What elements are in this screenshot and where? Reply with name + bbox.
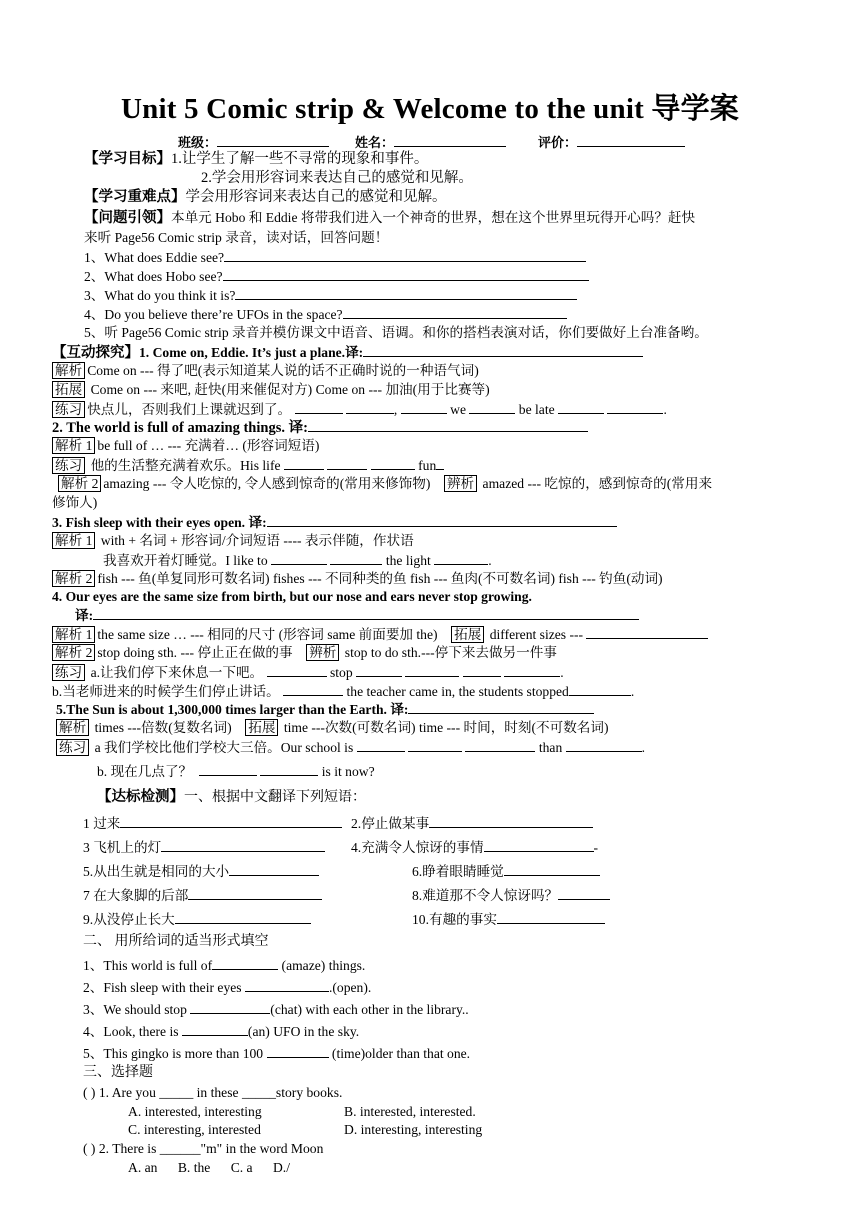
s4-extend-text: different sizes --- — [486, 627, 584, 642]
s1-practice-period: . — [663, 402, 667, 417]
fill-3-a: 3、We should stop — [83, 1002, 187, 1017]
s5-practice-a-prompt: a 我们学校比他们学校大三倍。Our school is — [91, 740, 354, 755]
s5-practice-a — [56, 738, 645, 757]
question-5: 5、听 Page56 Comic strip 录音并模仿课文中语音、语调。和你的搭档表演对话，你们要做好上台准备哟。 — [84, 325, 708, 340]
test-item-1 — [83, 814, 342, 833]
fill-1 — [83, 956, 365, 975]
extend-tag: 拓展 — [52, 381, 85, 398]
goals-label: 【学习目标】 — [84, 151, 171, 167]
s1-practice-prompt: 快点儿，否则我们上课就迟到了。 — [87, 402, 292, 417]
s2-analysis-2 — [58, 475, 712, 493]
fill-1-b: (amaze) things. — [278, 958, 366, 973]
s1-analysis-text: Come on --- 得了吧(表示知道某人说的话不正确时说的一种语气词) — [87, 363, 479, 378]
test-item-6-text: 6.睁着眼睛睡觉 — [412, 864, 504, 879]
test-item-10 — [412, 910, 605, 929]
test-item-8-text: 8.难道那不令人惊讶吗？ — [412, 888, 559, 903]
choice-2-options: A. an B. the C. a D./ — [128, 1160, 290, 1175]
class-label: 班级： — [178, 135, 218, 150]
s2-practice — [52, 456, 444, 475]
s4-practice-b — [52, 682, 634, 701]
s2-analysis-2-text: amazing --- 令人吃惊的, 令人感到惊奇的(常用来修饰物) — [103, 476, 431, 491]
s3-analysis-2-text: fish --- 鱼(单复同形可数名词) fishes --- 不同种类的鱼 fish --- 鱼肉(不可数名词) fish --- 钓鱼(动词) — [97, 571, 663, 586]
question-1-text: 1、What does Eddie see? — [84, 250, 225, 265]
choice-1: ( ) 1. Are you _____ in these _____story books. — [83, 1085, 343, 1100]
s4-practice-b-prompt: b.当老师进来的时候学生们停止讲话。 — [52, 684, 280, 699]
explore-label: 【互动探究】 — [52, 345, 139, 361]
s1-practice-comma: , — [393, 402, 398, 417]
question-4-text: 4、Do you believe there’re UFOs in the space? — [84, 307, 343, 322]
s3-example-prompt: 我喜欢开着灯睡觉。I like to — [103, 553, 268, 568]
test-item-4-text: 4.充满令人惊讶的事情 — [351, 840, 484, 855]
test-item-7-text: 7 在大象脚的后部 — [83, 888, 189, 903]
s5-practice-b-prompt: b. 现在几点了？ — [97, 764, 193, 779]
practice-tag: 练习 — [52, 401, 85, 418]
test-item-3 — [83, 838, 325, 857]
s4-translate — [75, 606, 639, 625]
s3-example — [103, 551, 492, 570]
question-3-text: 3、What do you think it is? — [84, 288, 236, 303]
guide-text-2: 来听 Page56 Comic strip 录音，读对话，回答问题！ — [84, 230, 389, 245]
test-item-4 — [351, 838, 598, 857]
s1-extend — [52, 381, 490, 399]
fill-5-a: 5、This gingko is more than 100 — [83, 1046, 264, 1061]
extend-tag: 拓展 — [451, 626, 484, 643]
explore-s3-title — [52, 513, 617, 532]
test-header — [97, 788, 366, 807]
key-points-label: 【学习重难点】 — [84, 189, 186, 205]
analysis-1-tag: 解析 1 — [52, 626, 95, 643]
s1-extend-text: Come on --- 来吧, 赶快(用来催促对方) Come on --- 加油(用于比赛等) — [87, 382, 490, 397]
s3-analysis-2 — [52, 570, 663, 588]
s1-title-text: 1. Come on, Eddie. It’s just a plane.译: — [139, 345, 364, 360]
s4-translate-label: 译: — [75, 608, 94, 623]
goals-item-1: 1.让学生了解一些不寻常的现象和事件。 — [171, 151, 429, 167]
test-part-3: 三、选择题 — [83, 1065, 153, 1080]
s5-extend-text: time ---次数(可数名词) time --- 时间，时刻(不可数名词) — [280, 720, 609, 735]
explore-s2-title — [52, 418, 588, 437]
s3-title-text: 3. Fish sleep with their eyes open. 译: — [52, 515, 267, 530]
s3-analysis-1 — [52, 532, 414, 550]
s2-practice-fun: fun — [418, 458, 437, 473]
s1-practice-we: we — [450, 402, 466, 417]
explore-s4-title: 4. Our eyes are the same size from birth, but our nose and ears never stop growing. — [52, 589, 532, 604]
test-item-1-text: 1 过来 — [83, 816, 121, 831]
s2-difference-text: amazed --- 吃惊的，感到惊奇的(常用来 — [482, 476, 713, 491]
explore-s1-title — [52, 343, 643, 362]
s4-analysis-1-text: the same size … --- 相同的尺寸 (形容词 same 前面要加 the) — [97, 627, 438, 642]
s4-practice-a-stop: stop — [329, 665, 353, 680]
test-item-5 — [83, 862, 319, 881]
s4-analysis-2 — [52, 644, 557, 662]
test-item-9 — [83, 910, 311, 929]
question-1 — [84, 248, 586, 267]
test-item-4-dash: - — [593, 840, 599, 855]
s5-analysis-text: times ---倍数(复数名词) — [91, 720, 232, 735]
name-label: 姓名： — [355, 135, 395, 150]
fill-5-b: (time)older than that one. — [328, 1046, 471, 1061]
s2-difference-cont: 修饰人) — [52, 495, 98, 510]
page-title: Unit 5 Comic strip & Welcome to the unit 导学案 — [120, 93, 739, 125]
analysis-tag: 解析 — [56, 719, 89, 736]
s5-practice-a-period: . — [641, 740, 646, 755]
s4-practice-a — [52, 663, 564, 682]
difference-tag: 辨析 — [306, 644, 339, 661]
practice-tag: 练习 — [52, 664, 85, 681]
choice-2: ( ) 2. There is ______"m" in the word Moon — [83, 1141, 324, 1156]
s4-analysis-2-text: stop doing sth. --- 停止正在做的事 — [97, 645, 293, 660]
fill-2 — [83, 978, 371, 997]
test-label: 【达标检测】 — [97, 789, 184, 805]
eval-label: 评价： — [538, 135, 578, 150]
practice-tag: 练习 — [56, 739, 89, 756]
goals-item-2: 2.学会用形容词来表达自己的感觉和见解。 — [201, 170, 473, 186]
fill-5 — [83, 1044, 470, 1063]
guide-line-1 — [84, 209, 695, 227]
s3-example-period: . — [488, 553, 492, 568]
fill-4 — [83, 1022, 359, 1041]
analysis-2-tag: 解析 2 — [52, 644, 95, 661]
s3-example-light: the light — [385, 553, 431, 568]
choice-1-c: C. interesting, interested — [128, 1122, 261, 1137]
s1-practice-belate: be late — [518, 402, 555, 417]
test-item-5-text: 5.从出生就是相同的大小 — [83, 864, 230, 879]
s5-practice-a-than: than — [538, 740, 563, 755]
fill-4-b: (an) UFO in the sky. — [247, 1024, 360, 1039]
guide-label: 【问题引领】 — [84, 210, 171, 226]
test-part-1: 一、根据中文翻译下列短语： — [184, 790, 366, 805]
goals-line-1 — [84, 150, 428, 168]
key-points-text: 学会用形容词来表达自己的感觉和见解。 — [185, 189, 447, 205]
analysis-tag: 解析 — [52, 362, 85, 379]
test-item-6 — [412, 862, 600, 881]
fill-4-a: 4、Look, there is — [83, 1024, 179, 1039]
s2-analysis-1-text: be full of … --- 充满着… (形容词短语) — [97, 438, 320, 453]
question-2-text: 2、What does Hobo see? — [84, 269, 223, 284]
choice-1-d: D. interesting, interesting — [344, 1122, 483, 1137]
s1-analysis — [52, 362, 479, 380]
s1-practice — [52, 400, 667, 419]
s3-analysis-1-text: with + 名词 + 形容词/介词短语 ---- 表示伴随，作状语 — [97, 533, 414, 548]
eval-field — [538, 133, 685, 152]
test-item-2-text: 2.停止做某事 — [351, 816, 430, 831]
s4-practice-b-period: . — [630, 684, 635, 699]
extend-tag: 拓展 — [245, 719, 278, 736]
s5-analysis — [56, 719, 609, 737]
test-item-9-text: 9.从没停止长大 — [83, 912, 175, 927]
question-3 — [84, 286, 577, 305]
s2-title-text: 2. The world is full of amazing things. 译: — [52, 420, 308, 436]
choice-1-a: A. interested, interesting — [128, 1104, 262, 1119]
fill-3-b: (chat) with each other in the library.. — [270, 1002, 469, 1017]
test-item-8 — [412, 886, 610, 905]
analysis-2-tag: 解析 2 — [58, 475, 101, 492]
key-points — [84, 188, 447, 206]
analysis-1-tag: 解析 1 — [52, 532, 95, 549]
test-part-2: 二、 用所给词的适当形式填空 — [83, 934, 269, 949]
s4-practice-b-text: the teacher came in, the students stopped — [346, 684, 569, 699]
fill-2-a: 2、Fish sleep with their eyes — [83, 980, 242, 995]
test-item-2 — [351, 814, 593, 833]
s4-analysis-1 — [52, 625, 708, 644]
fill-1-a: 1、This world is full of — [83, 958, 213, 973]
test-item-7 — [83, 886, 322, 905]
test-item-3-text: 3 飞机上的灯 — [83, 840, 162, 855]
question-4 — [84, 305, 567, 324]
practice-tag: 练习 — [52, 457, 85, 474]
choice-1-b: B. interested, interested. — [344, 1104, 476, 1119]
s4-difference-text: stop to do sth.---停下来去做另一件事 — [341, 645, 557, 660]
s5-practice-b-text: is it now? — [321, 764, 375, 779]
s4-practice-a-period: . — [560, 665, 564, 680]
s5-title-text: 5.The Sun is about 1,300,000 times larger than the Earth. 译: — [56, 702, 409, 717]
fill-3 — [83, 1000, 469, 1019]
s2-practice-prompt: 他的生活整充满着欢乐。His life — [87, 458, 281, 473]
fill-2-b: .(open). — [328, 980, 372, 995]
guide-text-1: 本单元 Hobo 和 Eddie 将带我们进入一个神奇的世界，想在这个世界里玩得开心吗？赶快 — [171, 210, 696, 225]
analysis-2-tag: 解析 2 — [52, 570, 95, 587]
explore-s5-title — [56, 700, 594, 719]
s4-practice-a-prompt: a.让我们停下来休息一下吧。 — [87, 665, 264, 680]
analysis-1-tag: 解析 1 — [52, 437, 95, 454]
test-item-10-text: 10.有趣的事实 — [412, 912, 497, 927]
difference-tag: 辨析 — [444, 475, 477, 492]
s2-analysis-1 — [52, 437, 319, 455]
question-2 — [84, 267, 589, 286]
s5-practice-b — [97, 762, 375, 781]
